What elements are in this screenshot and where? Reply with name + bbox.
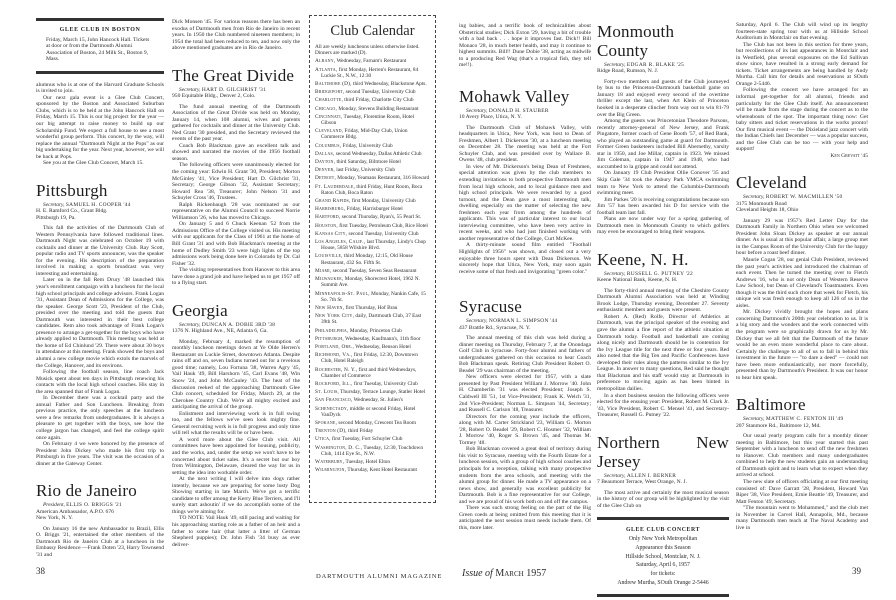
section-heading-syracuse: Syracuse [459, 297, 522, 317]
calendar-city: Albany, [315, 58, 336, 65]
secretary-label: Secretary, [743, 194, 765, 201]
calendar-city: Kansas City, [315, 230, 348, 237]
paragraph: On January 5 and 6 Chuck Keenan '52 from the Admissions Office of the College visited us. His meeting with our applicants for the Class of 1961 at the home of Bill Grant '31 and with Bob Blackman's meeting at the home of Dudley Smith '23 were high lights of the top admissions work being done here in Colorado by Dr. Cal Fisher '32. [172, 221, 300, 267]
secretary-label: President, [43, 502, 65, 509]
paragraph: On January 19 Club President Ollie Conover '35 and Skip Gale '34 took the Asbury Park YMCA swimming team to New York to attend the Columbia-Dartmouth swimming meet. [597, 170, 729, 197]
paragraph: Saturday, April 6. The Club will wind up its lengthy fourteen-state spring tour with us at Hillside School Auditorium in Montclair on that evening. [736, 22, 868, 42]
concert-line: Hillside School, Montclair, N. J. [625, 553, 701, 560]
calendar-city: Wilmington, [315, 467, 347, 474]
calendar-entry [315, 184, 430, 196]
address-line: 3175 Monmouth Road [736, 200, 787, 207]
calendar-title: Club Calendar [330, 23, 415, 39]
paragraph: The following officers were unanimously elected for the coming year: Edwin H. Grant '30, President; Morton McGinley '41, Vice President; Hart D. Gilchrist '31, Secretary; George Gibson '32, Assistant Secretary; Howard Rea '38, Treasurer; John Nelson '31 and Schuyler Cross '46, Trustees. [172, 162, 300, 202]
paragraph: On January 16 the new Ambassador to Brazil, Ellis O. Briggs '21, entertained the other members of the Dartmouth Rio de Janeiro Club at a luncheon in the Embassy Residence —Frank Doten '23, Harry Townsend '31 and [36, 525, 164, 558]
calendar-detail: third Saturday, Biltmore Hotel [336, 159, 401, 166]
calendar-city: Rockford, Ill., [315, 380, 353, 387]
calendar-entry [315, 313, 430, 325]
calendar-list [315, 58, 430, 473]
signature: Ken Grevatt '45 [830, 152, 868, 159]
paragraph: Mr. Dickey vividly brought the hopes and plans concerning Dartmouth's 200th year celebration to us. It is a big story and the wonders and the work connected with the program were so graphically drawn for us by Mr. Dickey that we all felt that the Dartmouth of the future would be an even more wonderful place to care about. Certainly the challenge to all of us to fall in behind this investment in the future — "to dare a deed" — could not have been more enthusiastically, nor more forcefully, presented than by Dartmouth's President. It was our honor to hear him speak. [736, 309, 868, 381]
calendar-entry [315, 389, 430, 395]
address [172, 93, 300, 99]
calendar-city: Philadelphia, [315, 327, 349, 334]
calendar-detail: Wednesday, Benson Hotel [355, 343, 411, 350]
calendar-detail: first and third Wednesdays, Chamber of Commerce [321, 366, 417, 379]
calendar-city: Utica, [315, 436, 331, 443]
calendar-entry [315, 143, 430, 149]
glee-club-concert-box [597, 517, 729, 597]
calendar-detail: middle or second Friday, Hotel VanDyck [321, 405, 416, 418]
paragraph: In a short business session the following officers were elected for the ensuing year: President, Robert M. Clark Jr. '43, Vice President, Robert C. Mensel '41, and Secretary-Treasurer, Russell G. Putney '22. [597, 392, 729, 419]
calendar-entry [315, 128, 430, 140]
calendar-detail: Friday, University Club [342, 142, 393, 149]
paragraph: Forty-two members and guests of the Club journeyed by bus to the Princeton-Dartmouth basketball game on January 18 and enjoyed every second of the overtime thriller except the last, when Art Klein of Princeton hooked in a desperate clincher from way out to win 81-79 over the Big Green. [597, 78, 729, 118]
secretary-name: MATTHEW C. FENTON III '49 [765, 416, 844, 423]
issue-year: 1957 [526, 568, 547, 579]
section-heading-baltimore: Baltimore [736, 395, 806, 415]
calendar-entry [315, 159, 430, 165]
secretary-name: HART D. GILCHRIST '31 [201, 86, 267, 93]
calendar-entry [315, 58, 430, 64]
paragraph: This fall the activities of the Dartmouth Club of Western Pennsylvania have followed traditional lines. Dartmouth Night was celebrated on October 19 with cocktails and dinner at the University Club. Ray Scott, popular radio and TV sports announcer, was the speaker for the evening. His description of the preparation involved in making a sports broadcast was very interesting and entertaining. [36, 225, 164, 277]
concert-title: GLEE CLUB CONCERT [625, 527, 701, 534]
calendar-city: Rochester, N. Y., [315, 366, 358, 373]
calendar-city: Trenton (D), [315, 428, 347, 435]
section-heading-georgia: Georgia [172, 300, 228, 320]
section-heading-monmouth: Monmouth County [597, 22, 675, 60]
calendar-entry [315, 467, 430, 473]
calendar-city: Spokane, [315, 419, 338, 426]
calendar-city: Ft. Lauderdale, [315, 183, 356, 190]
section-heading-northern-nj: Northern New Jersey [597, 432, 729, 471]
address-line: American Ambassador, A.P.O. 676 [36, 508, 114, 515]
calendar-entry [315, 420, 430, 426]
calendar-entry [315, 81, 430, 87]
paragraph: ing babies, and a terrific book of technicalities about Obstetrical studies; Dick Exton '29, having a bit of trouble with a bad back . . . hope it improves fast. Dick!! Bill Monaco '28, in much better health, and may it continue to highest summits. Bill!! Dune Dobie '38, acting as midwife to a producing Red Wag (that's a tropical fish, they tell me!!). [459, 23, 591, 69]
calendar-detail: Friday, Harrisburger Hotel [346, 206, 403, 213]
address [736, 423, 868, 429]
paragraph: Dick Monsen '45. For various reasons there has been an exodus of Dartmouth men from Rio de Janeiro in recent years. In 1950 the Club numbered nineteen members; in 1954 the total had been reduced to ten, and now only the above mentioned graduates are in Rio de Janeiro. [172, 19, 300, 52]
address [597, 479, 729, 485]
address-line: H. E. Ramford Co., Grant Bldg. [36, 208, 108, 215]
address-line: 207 Stanmore Rd., Baltimore 12, Md. [736, 422, 821, 429]
paragraph: Coach Bob Blackman gave an excellent talk and showed and narrated the movies of the 1956 football season. [172, 142, 300, 162]
secretary-label: Secretary, [43, 201, 65, 208]
calendar-detail: Monday, Stevens Building Restaurant [338, 105, 419, 112]
calendar-city: Chicago, [315, 105, 338, 112]
address-line: 950 Equitable Bldg., Denver 2, Colo. [172, 93, 256, 100]
calendar-entry [315, 114, 430, 126]
paragraph: Later on in the fall Rem Drury '48 launched this year's enrollment campaign with a luncheon for the local high school principals and college advisors. Frank Logan '31, Assistant Dean of Admissions for the College, was the speaker. George Scott '23, President of the Club, presided over the meeting and told the guests that Dartmouth was interested in their best college candidates. Rem also took advantage of Frank Logan's presence to arrange a get-together for the boys who have already applied to Dartmouth. This meeting was held at the home of Ed Chinlund '29. There were about 30 boys in attendance at this meeting. Frank showed the boys and alumni a new college movie which extols the marvels of the College, Hanover, and its environs. [36, 277, 165, 369]
calendar-city: Washington, D. C., [315, 444, 363, 451]
secretary-name: RUSSELL G. PUTNEY '22 [626, 270, 694, 277]
paragraph: A word more about the Glee Club visit. All committees have been appointed for housing, publicity, and the works, and, under the setup we won't have to be concerned about ticket sales. It's a secret but our boy from Wilmington, Delaware, cleared the way for us in setting the idea into workable order. [172, 436, 300, 476]
secretary-name: EDGAR R. BLAKE '25 [626, 62, 685, 68]
calendar-detail: Wednesday, Kaufmann's, 11th floor [345, 335, 421, 342]
calendar-entry [315, 97, 430, 103]
calendar-detail: daily, Dartmouth Club, 37 East 39th St. [321, 313, 422, 326]
calendar-detail: third Friday, Charlotte City Club [344, 97, 414, 104]
paragraph: In December there was a cocktail party and the annual Father and Son Luncheon. Breaking from previous practice, the only speeches at the luncheon were a few remarks from undergraduates. It is always a pleasure to get together with the boys, see how the college jargon has changed, and feel the college spirit once again. [36, 395, 164, 441]
paragraph: Robert A. (Red) Rolfe, Director of Athletics at Dartmouth, was the principal speaker of the evening and gave the alumni a fine report of the athletic situation at Dartmouth today. Football and basketball are coming along nicely and Dartmouth should be in contention for the Ivy League title for the next three or four years. Red also noted that the Big Ten and Pacific Conferences have developed their rules along the patterns similar to the Ivy League. In answer to many questions, Red said he thought that Blackman and his staff would stay at Dartmouth in preference to moving again as has been hinted in metropolitan dailies. [597, 313, 729, 392]
paragraph: A thirty-minute sound film entitled "Football Highlights of 1956" was shown, and closed out a very enjoyable three hours spent with Dean Dickerson. We sincerely hope that Utica, New York, may soon again receive some of that fresh and invigorating "green color." [459, 242, 591, 275]
paragraph: Maurie Cogan '28, our genial Club President, reviewed the past year's activities and introduced the chairman of each event. Then he turned the meeting over to Fletch Andrews '16, who is not only Dean of Western Reserve Law School, but Dean of Cleveland's Toastmasters. Even though it was the third such chore that week for Fletch, his unique wit was fresh enough to keep all 126 of us in the aisles. [736, 256, 868, 309]
calendar-entry [315, 268, 430, 274]
club-calendar-box [309, 15, 436, 503]
section-heading-cleveland: Cleveland [736, 173, 807, 193]
paragraph: Our next gala event is a Glee Club Concert, sponsored by the Boston and Associated Suburban Clubs, which is to be held at the John Hancock Hall on Friday, March 15. This is our big project for the year — our big attempt to raise money to build up our Scholarship Fund. We expect a full house to see a most wonderful group perform. This concert, by the way, will replace the annual "Dartmouth Night at the Pops" as our big undertaking for the year. Next year, however, we will be back at Pops. [36, 94, 164, 160]
column-right-3 [736, 12, 868, 531]
address-line: 1376 N. Highland Ave., NE, Atlanta 6, Ga. [172, 328, 268, 335]
calendar-city: Baltimore (D), [315, 81, 352, 88]
calendar-detail: second Tuesday, Seven Seas Restaurant [332, 267, 417, 274]
calendar-city: Harrisburg, [315, 206, 346, 213]
calendar-entry [315, 381, 430, 387]
secretary-label: Secretary, [604, 62, 626, 68]
calendar-city: Milwaukee, [315, 276, 344, 283]
secretary-label: Secretary, [466, 107, 488, 114]
calendar-city: Miami, [315, 267, 332, 274]
calendar-entry [315, 428, 430, 434]
glee-box-text: Friday, March 15, John Hancock Hall. Tickets at door or from the Dartmouth Alumni Association of Boston, 24 Milk St., Boston 9, Mass. [46, 36, 150, 63]
address-line: Keene National Bank, Keene, N. H. [597, 277, 678, 284]
paragraph: The forty-third annual meeting of the Cheshire County Dartmouth Alumni Association was held at Winding Brook Lodge, Thursday evening, December 27. Seventy enthusiastic members and guests were present. [597, 287, 729, 314]
calendar-entry [315, 406, 430, 418]
calendar-entry [315, 223, 430, 229]
address [459, 325, 591, 331]
secretary-label: Secretary, [604, 270, 626, 277]
secretary-name: SAMUEL H. COOPER '44 [65, 201, 131, 208]
column-left-2 [172, 12, 300, 548]
calendar-entry [315, 175, 430, 181]
calendar-city: Schenectady, [315, 405, 349, 412]
issue-month: March [495, 568, 524, 579]
address-line: Cleveland Heights 18, Ohio [736, 207, 799, 214]
secretary-name: DUNCAN A. DOBIE 3RD '38 [201, 321, 276, 328]
column-right-1 [459, 12, 591, 531]
calendar-city: Grand Rapids, [315, 198, 351, 205]
calendar-entry [315, 276, 430, 288]
secretary-label: Secretary, [179, 86, 201, 93]
glee-club-boston-box [36, 18, 164, 74]
glee-box-title: GLEE CLUB IN BOSTON [59, 27, 141, 33]
calendar-city: Waterbury, [315, 458, 345, 465]
calendar-detail: Tuesday, 12:30, Touchdown Club, 1414 Eye St., N.W. [321, 444, 424, 457]
secretary-name: ROBERT W. MACMILLEN '50 [765, 194, 843, 201]
calendar-city: Los Angeles, Calif., [315, 239, 366, 246]
calendar-detail: Thursday, Kent Hotel Restaurant [347, 467, 418, 474]
calendar-city: Charlotte, [315, 97, 343, 104]
calendar-detail: Wednesday, Farnam's Restaurant [336, 58, 407, 65]
paragraph: Our usual yearly program calls for a monthly dinner meeting in Baltimore, but this year started this past September with a luncheon to send off the new freshmen to Hanover. Club members and many undergraduates combined to help the new students gain an understanding of Dartmouth spirit and to learn what to expect when they arrived at school. [736, 433, 868, 479]
secretary-name: ELLIS O. BRIGGS '21 [66, 502, 122, 509]
calendar-detail: first Thursday, Hof Brau [345, 304, 398, 311]
calendar-detail: second Tuesday, University Club [345, 89, 416, 96]
paragraph: Among the guests was Princetonian Theodore Parsons, recently attorney-general of New Jersey, and Frank Pingatore, former coach of Gene Booth '57, of Red Bank, who played an outstanding game at guard for Dartmouth. Former Green basketeers included Bill Abernethy, varsity star in 1950, and Joe Millar, captain in 1923. We missed Jim Coleman, captain in 1947 and 1948, who had succumbed to la grippe and could not attend. [597, 118, 729, 170]
calendar-detail: last Friday, University Club [336, 167, 396, 174]
calendar-detail: third Monday, 12:15, Old House Restaurant, 432 So. Fifth St. [321, 253, 413, 266]
address-line: 10 Avery Place, Utica, N. Y. [459, 114, 522, 121]
concert-line: Saturday, April 6, 1957 [636, 562, 690, 569]
secretary-name: NORMAN L. SIMPSON '44 [488, 318, 558, 325]
calendar-detail: second Wednesday, Dallas Athletic Club [335, 150, 422, 157]
calendar-entry [315, 239, 430, 251]
calendar-entry [315, 198, 430, 204]
calendar-detail: first Monday, University Club [351, 198, 416, 205]
paragraph: Ralph Rickenbaugh '28 was nominated as our representative on the Alumni Council to succeed Norrie Williamson '26, who has moved to Chicago. [172, 201, 300, 221]
calendar-entry [315, 151, 430, 157]
paragraph: At the next writing I will delve into dogs rather intently, because we are preparing for some lusty Dog Showing starting in late March. We've got a terrific candidate to offer among the Kerry Blue Terriers, and I'll surely start ashoutin' if we do accomplish some of the things we're aiming for. [172, 476, 300, 515]
paragraph: The new slate of officers officiating at our first meeting consisted of: Dave Garratt '28, President, Howard Van Riper '38, Vice President, Ernie Beattie '49, Treasurer, and Matt Fenton '49, Secretary. [736, 479, 868, 505]
calendar-detail: Monday, Shorecrest Hotel, 1962 N. Summit Ave. [321, 276, 420, 289]
calendar-city: Detroit, [315, 175, 336, 182]
paragraph: In view of Mr. Dickerson's being Dean of Freshmen, special attention was given by the club members to extending invitations to both prospective Dartmouth men from local high schools, and to local guidance men and high school principals. We were rewarded by a good turnout, and the Dean gave a most interesting talk, dwelling especially on the matter of selecting the new freshmen each year from among the hundreds of applicants. This was of particular interest to our local interviewing committee, who have been very active in recent weeks, and who had just finished working with another representative of the College, Curt McKee. [459, 163, 591, 242]
concert-line: for tickets: [650, 571, 676, 578]
calendar-detail: first Friday, 12:30, Downtown Club, Hotel Raleigh [321, 352, 418, 365]
calendar-entry [315, 367, 430, 379]
calendar-detail: Monday, Nankin Cafe, 15 So. 7th St. [321, 290, 426, 303]
calendar-detail: last Thursday, Lindy's Chop House, 5858 Wilshire Blvd. [321, 239, 426, 252]
calendar-city: Cleveland, [315, 128, 344, 135]
paragraph: TO NOTE: Vail Hauk '49, still pacing and waiting for his approaching starting role as a father of an heir and a father to some hair (that latter a litter of German Shepherd puppies); Dr. John Fish '34 busy as ever deliver- [172, 515, 300, 548]
calendar-detail: third Friday, Hunt Room, Boca Raton Club, Boca Raton [321, 183, 423, 196]
paragraph: The Club has not been in this section for three years, but recollections of its last appearances in Montclair and in Westfield, plus several exposures on the Ed Sullivan show since, have resulted in a strong early demand for tickets. Ticket arrangements are being handled by Andy Murtha. Call him for details and reservations at SOuth Orange 2-5446. [736, 41, 868, 87]
calendar-intro: All are weekly luncheons unless otherwise listed. Dinners are marked (D). [315, 44, 420, 57]
calendar-city: Dallas, [315, 150, 335, 157]
section-heading-keene: Keene, N. H. [597, 249, 689, 269]
calendar-entry [315, 291, 430, 303]
calendar-city: Houston, [315, 222, 338, 229]
paragraph: Following the football season, line coach Jack Musick spent about ten days in Pittsburgh renewing his contacts with the local high school coaches. His stay in the area spanned that of Frank Logan. [36, 369, 164, 395]
issue-prefix: Issue of [462, 568, 493, 579]
paragraph: The Dartmouth Club of Mohawk Valley, with headquarters in Utica, New York, was host to Dean of Freshmen, Albert I. Dickerson '30, at a luncheon meeting on December 28. The meeting was held at the Fort Schuyler Club, and was presided over by Wallace B. Owens '48, club president. [459, 124, 591, 164]
calendar-entry [315, 305, 430, 311]
calendar-city: Bridgeport, [315, 89, 345, 96]
paragraph: There was such strong feeling on the part of the Big Green coeds at being omitted from this meeting that it is anticipated the next session must needs include them. Of this, more later. [459, 505, 591, 531]
calendar-detail: first Monday, Herren's Restaurant, 84 Luckie St., N.W., 12:30 [321, 66, 419, 79]
calendar-city: Cincinnati, [315, 113, 343, 120]
calendar-detail: Tuesday, Florentine Room, Hotel Gibson [321, 113, 415, 127]
calendar-city: Dayton, [315, 159, 336, 166]
calendar-entry [315, 445, 430, 457]
calendar-entry [315, 206, 430, 212]
secretary-label: Secretary, [179, 321, 201, 328]
calendar-entry [315, 336, 430, 342]
concert-line: Andrew Murtha, SOuth Orange 2-5446 [617, 579, 709, 586]
section-heading-great-divide: The Great Divide [172, 65, 295, 85]
concert-line: Only New York Metropolitan [628, 535, 698, 542]
calendar-city: Atlanta, [315, 66, 338, 73]
calendar-entry [315, 67, 430, 79]
calendar-city: Portland, Ore., [315, 343, 355, 350]
calendar-detail: third Friday [348, 428, 374, 435]
paragraph: On February 4 we were honored by the presence of President John Dickey who made his first trip to Pittsburgh in five years. The visit was the occasion of a dinner at the Gateway Center. [36, 441, 164, 467]
calendar-detail: Monday, Princeton Club [349, 327, 402, 334]
paragraph: The fund annual meeting of the Dartmouth Association of the Great Divide was held on Monday, January 14, when 108 alumni, wives and parents gathered for cocktails and dinner at the University Club. Ned Grant '30 presided, and the Secretary reviewed the events of the past year. [172, 103, 300, 143]
paragraph: Directors for the coming year include the officers, along with M. Carter Strickland '23, William G. Morton '28, Robert O. Beadel '29, Robert C. Hosmer '32, William J. Morrow '40, Roger S. Brown '45, and Thomas M. Tormey '48. [459, 413, 591, 446]
calendar-entry [315, 89, 430, 95]
secretary-name: DONALD H. STAUBER [488, 107, 549, 114]
section-heading-pittsburgh: Pittsburgh [36, 180, 108, 200]
calendar-detail: second Tuesday, University Club [348, 230, 419, 237]
calendar-city: New Haven, [315, 304, 345, 311]
issue-footer [462, 568, 546, 579]
calendar-detail: Thursday, Terrace Lounge, Statler Hotel [340, 389, 426, 396]
column-right-2 [597, 12, 729, 597]
paragraph: January 29 was 1957's Red Letter Day for the Dartmouth Family in Northern Ohio when we welcomed President John Sloan Dickey as speaker at our annual dinner. As is usual at this popular affair, a large group met in the Campus Room of the University Club for the happy hour before a roast beef dinner. [736, 217, 868, 257]
calendar-city: Louisville, [315, 253, 343, 260]
calendar-city: Hartford, [315, 214, 341, 221]
calendar-entry [315, 397, 430, 403]
calendar-detail: first Tuesday, Petroleum Club, Rice Hotel [339, 222, 428, 229]
paragraph: Plans are now under way for a spring gathering of Dartmouth men in Monmouth County to which golfers may even be encouraged to bring their weapons. [597, 216, 729, 236]
address [36, 208, 164, 221]
calendar-detail: second Thursday, Ryan's, 55 Pearl St. [341, 214, 422, 221]
magazine-title-footer: DARTMOUTH ALUMNI MAGAZINE [316, 573, 443, 580]
section-heading-rio: Rio de Janeiro [36, 481, 137, 501]
paragraph: "The mountain went to Mohammed," and the club met in November in Carvel Hall, Annapolis, Md., because many Dartmouth men teach at The Naval Academy and live in [736, 505, 868, 531]
calendar-detail: Wednesday, St. Julien's [353, 397, 403, 404]
calendar-city: St. Louis, [315, 389, 339, 396]
calendar-detail: Tuesday, Hotel Elton [345, 458, 391, 465]
secretary-label: Secretary, [604, 472, 626, 479]
paragraph: The visiting representatives from Hanover to this area have done a grand job and have helped us to get 1957 off to a flying start. [172, 267, 300, 287]
calendar-entry [315, 436, 430, 442]
address [172, 328, 300, 334]
calendar-entry [315, 253, 430, 265]
calendar-city: New York City, [315, 313, 355, 320]
calendar-city: San Francisco, [315, 397, 353, 404]
paragraph: Bob Blackman covered a great deal of territory during his visit to Syracuse, meeting with the Fourth Estate for a luncheon session, with a group of high school coaches and principals for a reception, talking with many prospective students from the area schools, and meeting with the alumni group for dinner. He made a TV appearance on a news show, and generally was excellent publicity for Dartmouth. Bob is a fine representative for our College, and we are proud of his work both on and off the campus. [459, 446, 591, 505]
address [36, 509, 164, 522]
address [597, 277, 729, 283]
calendar-entry [315, 344, 430, 350]
calendar-detail: Friday, Mid-Day Club, Union Commerce Bldg. [321, 128, 408, 141]
paragraph: Following the concert we have arranged for an informal get-together for all alumni, friends and particularly for the Glee Club itself. An announcement will be made from the stage during the concert as to the whereabouts of the spot. The important thing now: Get baby sitters and ticket reservations in the works pronto! Our first musical event — the Dixieland jazz concert with the Indian Chiefs last December — was a popular success, and the Glee Club can be too — with your help and support! [736, 87, 868, 153]
address-line: 7 Beaumont Terrace, West Orange, N. J. [597, 479, 687, 486]
calendar-detail: first Tuesday, University Club [353, 380, 418, 387]
paragraph: See you at the Glee Club Concert, March 15. [43, 160, 144, 167]
calendar-city: Richmond, Va., [315, 352, 353, 359]
calendar-city: Minneapolis-St. Paul, [315, 290, 370, 297]
paragraph: The most active and certainly the most musical season in the history of our group will be highlighted by the visit of the Glee Club on [597, 489, 729, 509]
calendar-detail: second Monday, Crescent Tea Room [338, 419, 417, 426]
address-line: Ridge Road, Rumson, N. J. [597, 68, 659, 75]
address [736, 201, 868, 214]
calendar-entry [315, 214, 430, 220]
address [459, 114, 591, 120]
calendar-city: Columbus, [315, 142, 342, 149]
calendar-entry [315, 231, 430, 237]
calendar-detail: third Wednesday, Blackstone Apts. [352, 81, 427, 88]
paragraph: Enlistment and interviewing work is in full swing too, and the fellows we've seen look mighty fine. General recruiting work is in full progress and only time will tell what the results will be or have been. [172, 410, 300, 437]
calendar-detail: Monday, Yeamans Restaurant, 316 Howard [337, 175, 430, 182]
paragraph: New officers were elected for 1957, with a slate presented by Past President William J. Morrow '40. John H. Chamberlin '31 was elected President; Joseph S. Caldwell III '51, 1st Vice-President; Frank K. Welch '31, 2nd Vice-President; Norman L. Simpson '44, Secretary; and Russell C. Carlson '48, Treasurer. [459, 374, 591, 414]
calendar-entry [315, 352, 430, 364]
paragraph: alumnus who is at one of the Harvard Graduate Schools is invited to join. [36, 81, 164, 95]
page-number-left: 38 [36, 566, 45, 576]
page-number-right: 39 [852, 566, 861, 576]
section-heading-mohawk: Mohawk Valley [459, 86, 570, 106]
address-line: New York, N. Y. [36, 515, 73, 522]
paragraph: The annual meeting of this club was held during a dinner meeting on Thursday, February 7, at the Onondaga Golf Club in Syracuse. Forty-four alumni and fathers of undergraduates gathered on this occasion to hear Coach Bob Blackman speak. Retiring Club President Robert O. Beadel '29 was chairman of the meeting. [459, 335, 591, 374]
paragraph: Monday, February 4, marked the resumption of monthly luncheon meetings down at Ye Olde Herren's Restaurant on Luckie Street, downtown Atlanta. Despite rains off and on, seven Indians turned out for a revelous good time; namely, Lou Fortuna '38, Warren Agry '45, Vail Hauk '49, Bill Harshorn '45, Carl Evans '48, Win Snow '24, and John McCauley '43. The heat of the discussion reeked of the approaching Dartmouth Glee Club concert, scheduled for Friday, March 29, at the Cherokee Country Club. We're all mighty excited and anticipating the arrival of the group. [172, 338, 300, 411]
calendar-entry [315, 106, 430, 112]
column-left-1 [36, 12, 164, 558]
calendar-entry [315, 167, 430, 173]
calendar-entry [315, 328, 430, 334]
calendar-detail: first Tuesday, Fort Schuyler Club [332, 436, 403, 443]
concert-line: Appearance this Season [635, 544, 691, 551]
secretary-name: ALLEN I. BERNER [626, 472, 677, 479]
calendar-entry [315, 459, 430, 465]
calendar-city: Pittsburgh, [315, 335, 344, 342]
paragraph: Jim Parkes '20 is receiving congratulations because son Jim '57 has been awarded his D for service with the football team last fall. [597, 196, 729, 216]
calendar-city: Denver, [315, 167, 335, 174]
address [597, 68, 729, 74]
secretary-label: Secretary, [466, 318, 488, 325]
secretary-label: Secretary, [743, 416, 765, 423]
address-line: 437 Brattle Rd., Syracuse, N. Y. [459, 324, 531, 331]
address-line: Pittsburgh 19, Pa. [36, 214, 76, 221]
